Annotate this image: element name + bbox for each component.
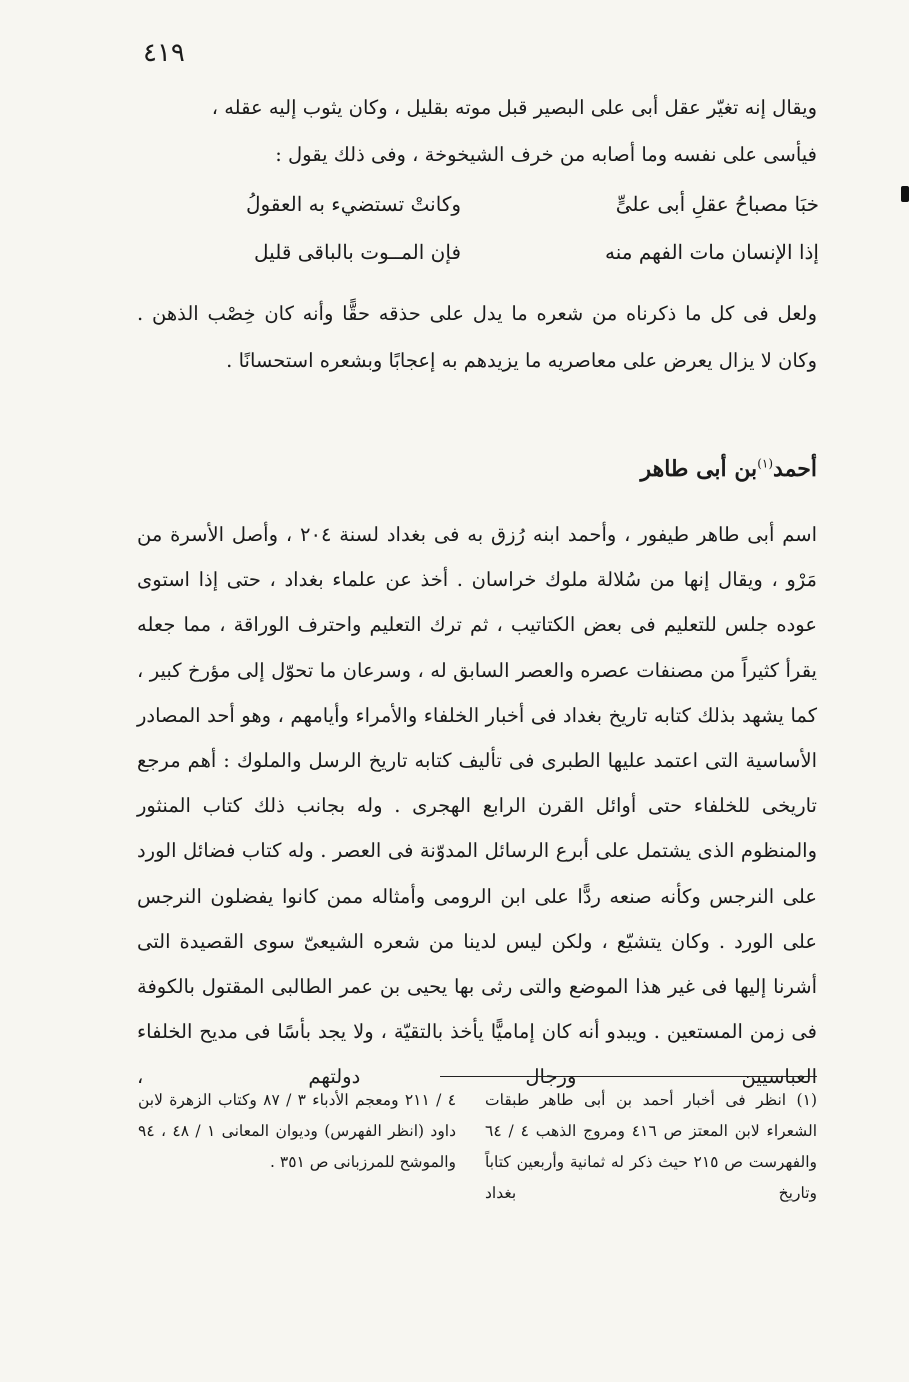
biography-paragraph: اسم أبى طاهر طيفور ، وأحمد ابنه رُزق به فى بغداد لسنة ٢٠٤ ، وأصل الأسرة من مَرْو ، ويقال إنها من سُلالة ملوك خراسان . أخذ عن علماء بغداد ، حتى إذا استوى عوده جلس للتعليم فى بعض الكتاتيب ، ثم ترك التعليم واحترف الوراقة ، مما جعله يقرأ كثيراً من مصنفات عصره والعصر السابق له ، وسرعان ما تحوّل إلى مؤرخ كبير ، كما يشهد بذلك كتابه تاريخ بغداد فى أخبار الخلفاء والأمراء وأيامهم ، وهو أحد المصادر الأساسية التى اعتمد عليها الطبرى فى تأليف كتابه تاريخ الرسل والملوك : أهم مرجع تاريخى للخلفاء حتى أوائل القرن الرابع الهجرى . وله بجانب ذلك كتاب المنثور والمنظوم الذى يشتمل على أبرع الرسائل المدوّنة فى العصر . وله كتاب فضائل الورد على النرجس وكأنه صنعه ردًّا على ابن الرومى وأمثاله ممن كانوا يفضلون النرجس على الورد . وكان يتشيّع ، ولكن ليس لدينا من شعره الشيعىّ سوى القصيدة التى أشرنا إليها فى غير هذا الموضع والتى رثى بها يحيى بن عمر الطالبى المقتول بالكوفة فى زمن المستعين . ويبدو أنه كان إماميًّا يأخذ بالتقيّة ، ولا يجد بأسًا فى مديح الخلفاء العباسيين ورجال دولتهم ، [137, 523, 817, 1089]
paragraph-line: ويقال إنه تغيّر عقل أبى على البصير قبل موته بقليل ، وكان يثوب إليه عقله ، [211, 96, 817, 119]
footnote-divider [440, 1076, 817, 1077]
paragraph-line: فيأسى على نفسه وما أصابه من خرف الشيخوخة ، وفى ذلك يقول : [275, 143, 817, 166]
heading-name-first: أحمد [773, 456, 817, 482]
verse-second-hemistich: وكانتْ تستضيء به العقولُ [246, 192, 461, 216]
footnote-right-column: (١) انظر فى أخبار أحمد بن أبى طاهر طبقات الشعراء لابن المعتز ص ٤١٦ ومروج الذهب ٤ / ٦٤ والفهرست ص ٢١٥ حيث ذكر له ثمانية وأربعين كتاباً وتاريخ بغداد [485, 1091, 818, 1202]
verse-first-hemistich: إذا الإنسان مات الفهم منه [604, 240, 819, 264]
page-number: ٤١٩ [143, 38, 185, 68]
margin-mark [901, 186, 909, 202]
closing-paragraph: ولعل فى كل ما ذكرناه من شعره ما يدل على حذقه حقًّا وأنه كان خِصْب الذهن . وكان لا يزال يعرض على معاصريه ما يزيدهم به إعجابًا وبشعره استحسانًا . [137, 302, 817, 372]
footnote-left-column: ٤ / ٢١١ ومعجم الأدباء ٣ / ٨٧ وكتاب الزهرة لابن داود (انظر الفهرس) وديوان المعانى ١ / ٤٨ ، ٩٤ والموشح للمرزبانى ص ٣٥١ . [138, 1091, 457, 1171]
opening-paragraph [137, 84, 817, 178]
section-heading [640, 456, 817, 482]
footnote-reference: (١) [757, 456, 774, 471]
verse-second-hemistich: فإن المــوت بالباقى قليل [254, 240, 461, 264]
heading-name-rest: بن أبى طاهر [640, 456, 758, 482]
verse-first-hemistich: خبَا مصباحُ عقلِ أبى علىٍّ [615, 192, 819, 216]
